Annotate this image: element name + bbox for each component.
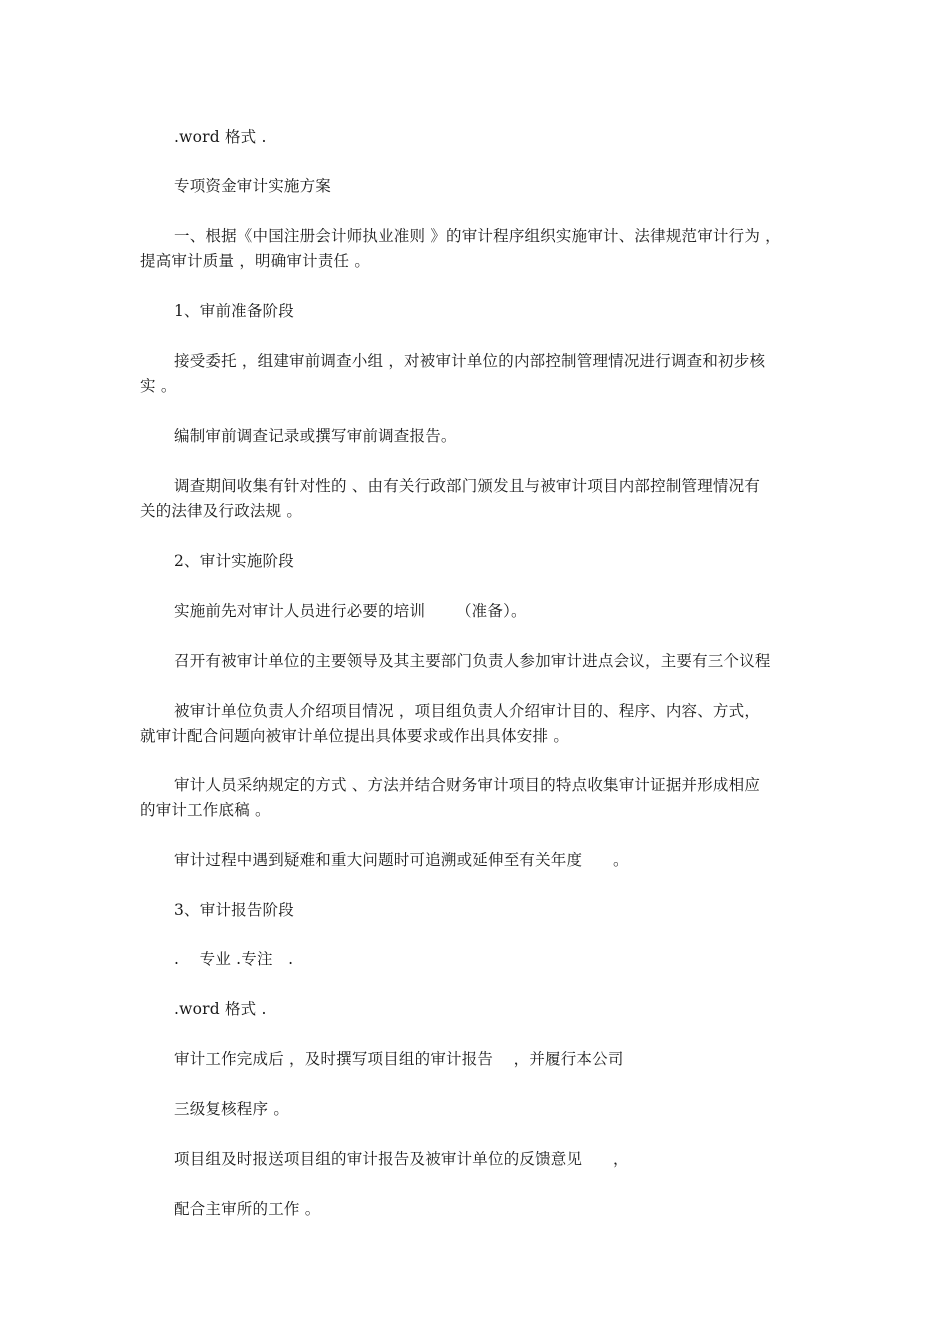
paragraph-10: 审计工作完成后 ，及时撰写项目组的审计报告 ，并履行本公司 (174, 1050, 624, 1068)
paragraph-7-line-1: 被审计单位负责人介绍项目情况 ，项目组负责人介绍审计目的、程序、内容、方式， (174, 702, 761, 720)
page-header: .word 格式 . (174, 128, 267, 146)
paragraph-13: 配合主审所的工作 。 (174, 1200, 321, 1218)
section-heading-3: 3、审计报告阶段 (174, 901, 294, 919)
section-heading-1: 1、审前准备阶段 (174, 302, 294, 320)
paragraph-5: 实施前先对审计人员进行必要的培训 （准备）。 (174, 602, 527, 620)
paragraph-12: 项目组及时报送项目组的审计报告及被审计单位的反馈意见 ， (174, 1150, 629, 1168)
paragraph-6: 召开有被审计单位的主要领导及其主要部门负责人参加审计进点会议，主要有三个议程 (174, 652, 771, 670)
paragraph-4-line-1: 调查期间收集有针对性的 、由有关行政部门颁发且与被审计项目内部控制管理情况有 (174, 477, 761, 495)
document-title: 专项资金审计实施方案 (174, 177, 332, 195)
page-footer: . 专业 .专注 . (174, 950, 294, 968)
paragraph-7-line-2: 就审计配合问题向被审计单位提出具体要求或作出具体安排 。 (140, 727, 570, 745)
paragraph-11: 三级复核程序 。 (174, 1100, 290, 1118)
section-heading-2: 2、审计实施阶段 (174, 552, 294, 570)
paragraph-9: 审计过程中遇到疑难和重大问题时可追溯或延伸至有关年度 。 (174, 851, 629, 869)
page-header-2: .word 格式 . (174, 1000, 267, 1018)
paragraph-8-line-2: 的审计工作底稿 。 (140, 801, 271, 819)
paragraph-2-line-1: 接受委托 ，组建审前调查小组 ，对被审计单位的内部控制管理情况进行调查和初步核 (174, 352, 766, 370)
paragraph-1-line-1: 一、根据《中国注册会计师执业准则 》的审计程序组织实施审计、法律规范审计行为 ， (174, 227, 781, 245)
paragraph-4-line-2: 关的法律及行政法规 。 (140, 502, 303, 520)
paragraph-3: 编制审前调查记录或撰写审前调查报告。 (174, 427, 457, 445)
paragraph-1-line-2: 提高审计质量 ，明确审计责任 。 (140, 252, 371, 270)
paragraph-2-line-2: 实 。 (140, 377, 177, 395)
paragraph-8-line-1: 审计人员采纳规定的方式 、方法并结合财务审计项目的特点收集审计证据并形成相应 (174, 776, 761, 794)
